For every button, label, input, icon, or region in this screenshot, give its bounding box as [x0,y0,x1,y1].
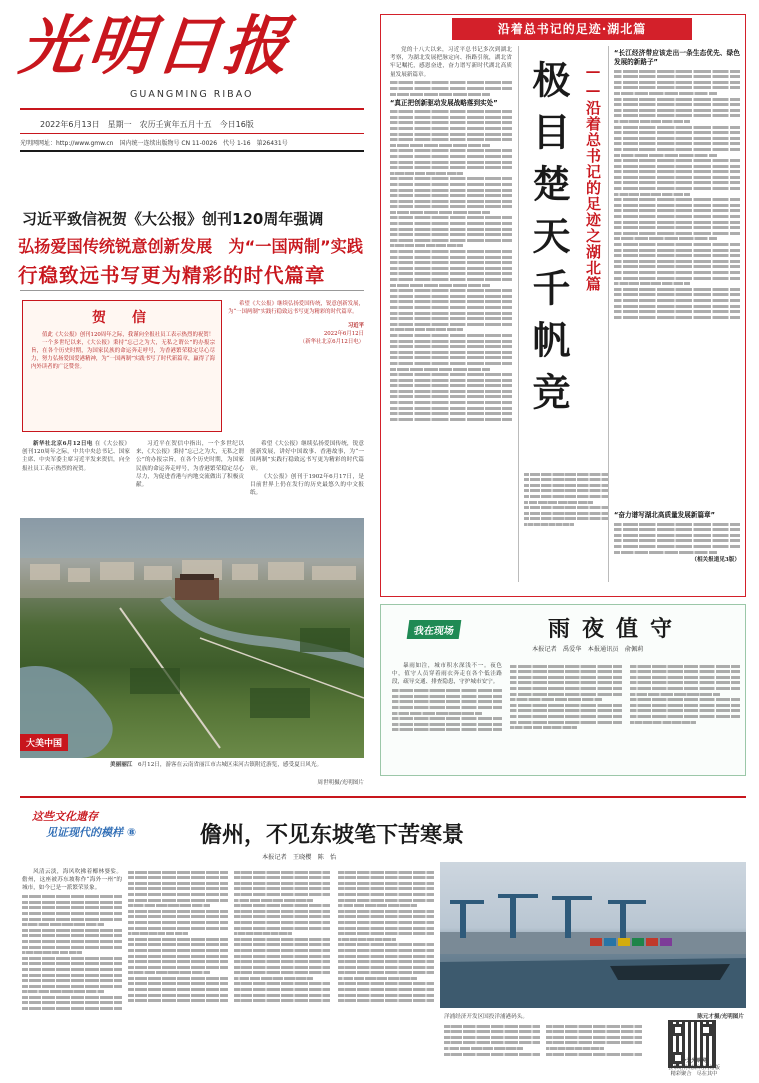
lead-body-paragraph: 新华社北京6月12日电 在《大公报》创刊120周年之际，中共中央总书记、国家主席、中央军委主席习近平发来贺信，向全报社员工表示热烈的祝贺。 [22,441,130,472]
feature-subtitle-3: “奋力谱写湖北高质量发展新篇章” [614,511,715,519]
bottom-headline: 儋州，不见东坡笔下苦寒景 [200,822,465,848]
congrats-text [31,331,215,429]
feature-bottom-left [524,470,608,580]
photo-column-tag: 大美中国 [20,734,68,751]
port-photo-caption: 洋浦经济开发区国投洋浦港码头。 [444,1014,528,1020]
feature-vsep-2 [608,46,609,582]
onsite-col-1 [392,662,502,770]
onsite-title: 雨夜值守 [548,616,685,642]
masthead [0,0,372,175]
lead-body-col-2 [136,440,244,510]
feature-vsep-1 [518,46,519,582]
onsite-col-3 [630,662,740,770]
masthead-pinyin: GUANGMING RIBAO [130,89,254,100]
feature-banner: 沿着总书记的足迹·湖北篇 [452,18,692,40]
lead-divider [20,290,364,291]
lead-body-paragraph: 习近平在贺信中指出，一个多世纪以来，《大公报》秉持“忘己之为大，无私之谓公”的办报宗旨，在各个历史时期，为国家民族的命运奔走呼号，为香港繁荣稳定尽心尽力，为促进香港与内地交流做出了积极贡献。 [136,441,244,489]
onsite-byline: 本报记者 禹爱华 本报通讯员 俞佩莉 [532,646,644,653]
qr-caption-3: 精彩聚合 尽在其中 [670,1071,718,1077]
series-tag-line-2: 见证现代的模样 ⑧ [46,826,137,839]
qr-caption-1: 今天光明网 [681,1058,707,1064]
lead-kicker: 习近平致信祝贺《大公报》创刊120周年强调 [22,210,324,228]
lead-body-paragraph: 希望《大公报》继续弘扬爱国传统，锐意创新发展，讲好中国故事、香港故事，为“一国两制”实践行稳致远书写更为精彩的时代篇章。 [250,441,364,472]
masthead-rule-bottom [20,133,364,134]
bottom-col-3 [234,868,330,1076]
feature-subtitle-1: “长江经济带应该走出一条生态优先、绿色发展的新路子” [614,49,740,66]
congrats-sign-date: 2022年6月12日 [323,331,364,337]
masthead-rule-top [20,108,364,110]
series-number: ⑧ [126,826,137,839]
feature-subtitle-2: “真正把创新驱动发展战略落到实处” [390,98,498,107]
congrats-paragraph: 一个多世纪以来，《大公报》秉持“忘己之为大，无私之谓公”的办报宗旨，在各个历史时期，为国家民族的命运奔走呼号，为香港繁荣稳定尽心尽力，努力弘扬爱国爱港精神，为“一国两制”实践书写了时代新篇章，赢得了海内外读者的广泛赞誉。 [31,340,215,370]
onsite-tag: 我在现场 [407,620,462,639]
feature-right-col [614,46,740,582]
bottom-lead: 风清云淡，海风吹拂着椰林婆娑。儋州，这座被苏东坡称作“海外一州”的城市，如今已是一派繁荣景象。 [22,869,122,892]
feature-subhead-vertical: ——沿着总书记的足迹之湖北篇 [584,62,602,292]
lead-photo [20,518,364,758]
series-tag [32,808,162,848]
qr-caption-2: 会带给你精彩的网络版 [668,1064,720,1071]
congrats-title: 贺 信 [92,310,152,326]
photo-caption-title: 美丽丽江 [110,762,133,768]
bottom-top-rule [20,796,746,798]
onsite-col-2 [510,662,622,770]
qr-finder-tr [700,1024,712,1036]
series-tag-line-1: 这些文化遗存 [32,810,98,823]
masthead-rule-thick [20,150,364,152]
bottom-col-6 [546,1022,642,1078]
lead-body-paragraph: 《大公报》创刊于1902年6月17日，是目前世界上仍在发行的历史最悠久的中文报纸。 [250,473,364,497]
lead-headline-2: 行稳致远书写更为精彩的时代篇章 [18,264,326,287]
feature-intro-col [390,46,512,582]
masthead-info-line: 光明网网址：http://www.gmw.cn 国内统一连续出版物号 CN 11-0026 代号 1-16 第26431号 [20,140,288,147]
feature-bottom-right [614,508,740,588]
lead-dateline: 新华社北京6月12日电 [33,441,93,447]
port-photo [440,862,746,1008]
lead-headline-1: 弘扬爱国传统锐意创新发展 为“一国两制”实践 [18,237,364,256]
congrats-right [228,300,364,432]
photo-credit: 周世明摄/光明图片 [317,780,364,786]
feature-intro: 党的十八大以来，习近平总书记多次到湖北考察，为湖北发展把脉定向、指路引航，湖北省牢记嘱托，感恩奋进，奋力谱写新时代湖北高质量发展新篇章。 [390,47,512,78]
bottom-col-1 [22,868,122,1076]
port-photo-scene [440,862,746,1008]
congrats-signature: 习近平 [347,323,364,329]
masthead-logo: 光明日报 [16,9,296,84]
qr-finder-tl [672,1024,684,1036]
feature-headline-vertical: 极目楚天千帆竞 [526,60,570,424]
lead-photo-scene [20,518,364,758]
feature-credit: （相关报道见3版） [691,557,740,564]
bottom-col-5 [444,1022,540,1078]
bottom-col-2 [128,868,228,1076]
congrats-paragraph: 值此《大公报》创刊120周年之际，我谨向全报社员工表示热烈的祝贺！ [42,332,215,338]
qr-caption [644,1058,744,1078]
lead-body-col-3 [250,440,364,510]
congrats-source: （新华社北京6月12日电） [299,339,364,345]
masthead-date-line: 2022年6月13日 星期一 农历壬寅年五月十五 今日16版 [40,120,254,129]
onsite-lead: 暴雨如注，城市积水深浅不一。夜色中，值守人员穿着雨衣奔走在各个低洼路段，疏导交通、排查隐患，守护城市安宁。 [392,663,502,686]
lead-body-col-1 [22,440,130,510]
photo-caption: 美丽丽江 6月12日，游客在云南省丽江市古城区束河古镇附近游览，感受夏日风光。 [110,762,323,768]
congrats-box [22,300,222,432]
congrats-paragraph: 希望《大公报》继续弘扬爱国传统，锐意创新发展，为“一国两制”实践行稳致远书写更为精彩的时代篇章。 [228,301,364,315]
port-photo-credit: 陈元才摄/光明图片 [697,1014,744,1020]
bottom-col-4 [338,868,434,1076]
bottom-byline: 本报记者 王晓樱 陈 怡 [262,854,337,861]
